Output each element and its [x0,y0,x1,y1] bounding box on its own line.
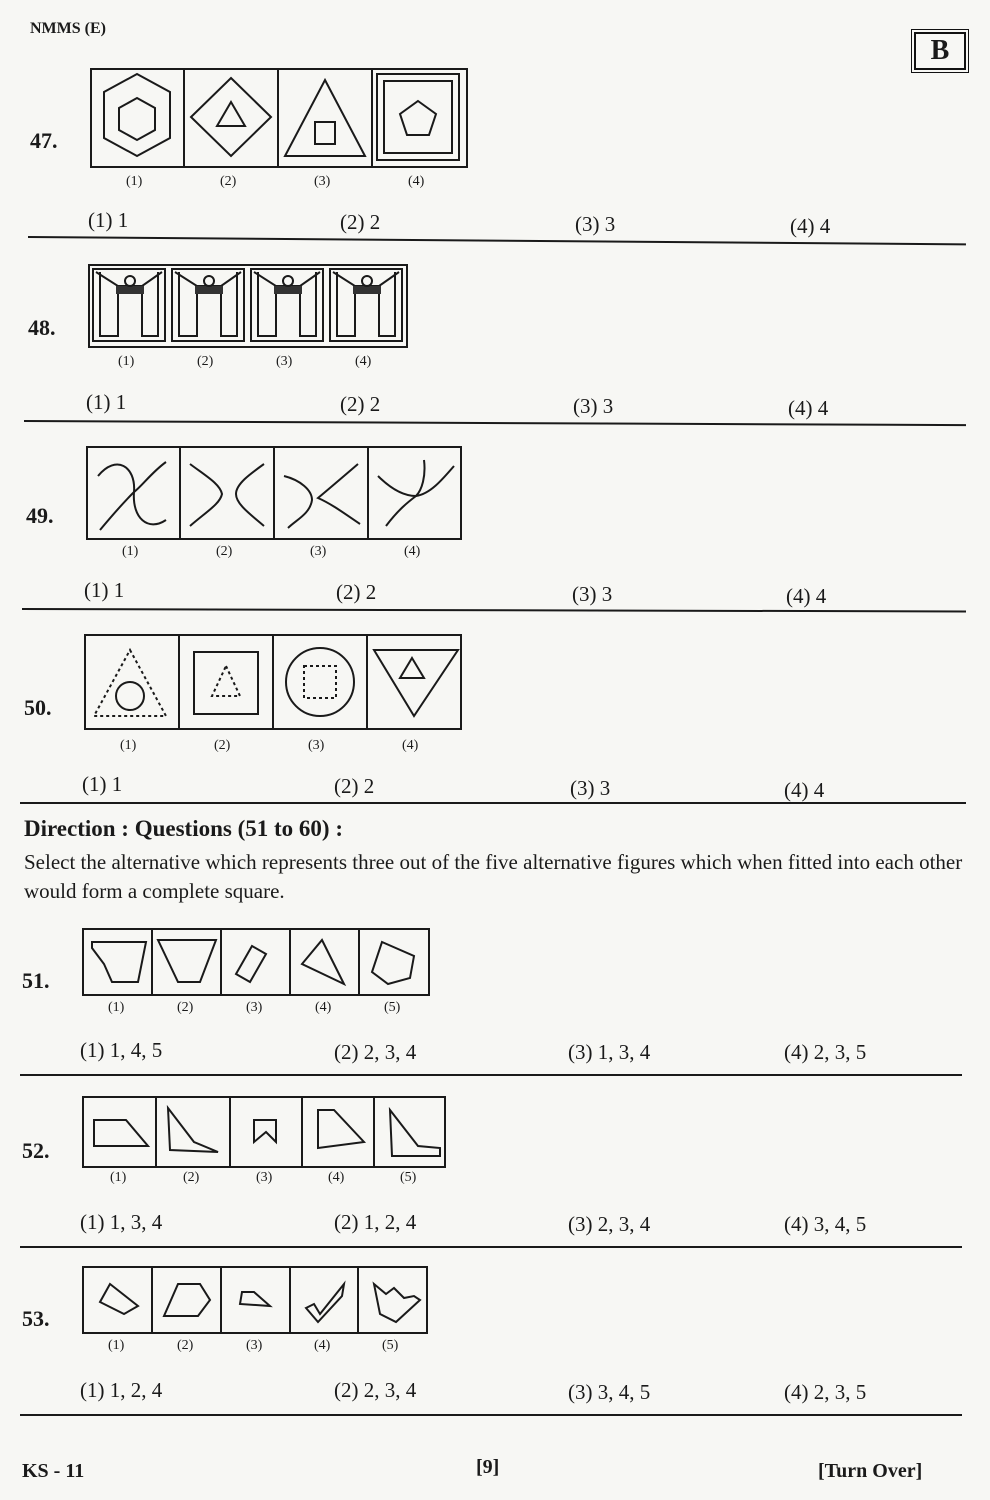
set-label: B [914,32,966,70]
option-1[interactable]: (1) 1 [86,390,127,414]
page-number: [9] [476,1456,500,1478]
option-4[interactable]: (4) 2, 3, 5 [784,1040,867,1064]
option-4[interactable]: (4) 4 [790,214,831,238]
figure-label: (1) [120,738,137,753]
figure-label: (2) [177,1338,194,1353]
figures-51 [82,928,432,1000]
figure-label: (3) [246,1000,263,1015]
question-number: 47. [30,128,58,153]
option-4[interactable]: (4) 4 [788,396,829,420]
option-1[interactable]: (1) 1 [82,772,123,796]
option-4[interactable]: (4) 4 [784,778,825,802]
question-number: 50. [24,695,52,720]
option-3[interactable]: (3) 3 [573,394,614,418]
option-1[interactable]: (1) 1 [88,208,129,232]
figure-label: (4) [402,738,419,753]
question-number: 51. [22,968,50,993]
option-3[interactable]: (3) 1, 3, 4 [568,1040,651,1064]
question-number: 52. [22,1138,50,1163]
figure-label: (2) [220,174,237,189]
figures-48 [88,264,410,352]
question-number: 48. [28,315,56,340]
figure-label: (1) [110,1170,127,1185]
figure-label: (4) [315,1000,332,1015]
figure-label: (3) [256,1170,273,1185]
figure-label: (2) [216,544,233,559]
figures-49 [86,446,464,542]
figures-47 [90,68,468,168]
figure-label: (2) [183,1170,200,1185]
turn-over-label: [Turn Over] [818,1460,923,1482]
divider [20,1246,962,1248]
option-1[interactable]: (1) 1, 2, 4 [80,1378,163,1402]
figure-label: (4) [408,174,425,189]
figure-label: (3) [310,544,327,559]
option-1[interactable]: (1) 1 [84,578,125,602]
exam-code: NMMS (E) [30,20,106,37]
figure-label: (3) [308,738,325,753]
question-number: 49. [26,503,54,528]
figure-label: (4) [314,1338,331,1353]
figure-label: (3) [314,174,331,189]
figure-label: (4) [404,544,421,559]
figure-label: (1) [126,174,143,189]
option-3[interactable]: (3) 3 [575,212,616,236]
figure-label: (3) [246,1338,263,1353]
footer-code: KS - 11 [22,1460,85,1482]
figures-53 [82,1266,432,1338]
option-2[interactable]: (2) 2 [340,210,381,234]
figure-label: (4) [355,354,372,369]
divider [20,802,966,804]
figure-label: (3) [276,354,293,369]
direction-text: Select the alternative which represents three out of the five alternative figures which when fitted into each other would form a complete square. [24,850,963,903]
option-2[interactable]: (2) 2 [340,392,381,416]
option-3[interactable]: (3) 3 [570,776,611,800]
option-4[interactable]: (4) 4 [786,584,827,608]
figure-label: (5) [384,1000,401,1015]
option-1[interactable]: (1) 1, 4, 5 [80,1038,163,1062]
option-4[interactable]: (4) 3, 4, 5 [784,1212,867,1236]
figure-label: (5) [382,1338,399,1353]
option-1[interactable]: (1) 1, 3, 4 [80,1210,163,1234]
option-2[interactable]: (2) 2 [336,580,377,604]
figure-label: (1) [108,1338,125,1353]
figures-50 [84,634,464,732]
option-2[interactable]: (2) 2, 3, 4 [334,1378,417,1402]
figure-label: (1) [108,1000,125,1015]
option-3[interactable]: (3) 3, 4, 5 [568,1380,651,1404]
option-4[interactable]: (4) 2, 3, 5 [784,1380,867,1404]
divider [20,1414,962,1416]
figure-label: (2) [177,1000,194,1015]
option-2[interactable]: (2) 2 [334,774,375,798]
option-3[interactable]: (3) 2, 3, 4 [568,1212,651,1236]
option-2[interactable]: (2) 1, 2, 4 [334,1210,417,1234]
direction-title: Direction : Questions (51 to 60) : [24,816,343,841]
option-2[interactable]: (2) 2, 3, 4 [334,1040,417,1064]
figure-label: (2) [197,354,214,369]
figure-label: (5) [400,1170,417,1185]
option-3[interactable]: (3) 3 [572,582,613,606]
figures-52 [82,1096,450,1170]
figure-label: (2) [214,738,231,753]
figure-label: (1) [122,544,139,559]
question-number: 53. [22,1306,50,1331]
figure-label: (4) [328,1170,345,1185]
divider [20,1074,962,1076]
figure-label: (1) [118,354,135,369]
